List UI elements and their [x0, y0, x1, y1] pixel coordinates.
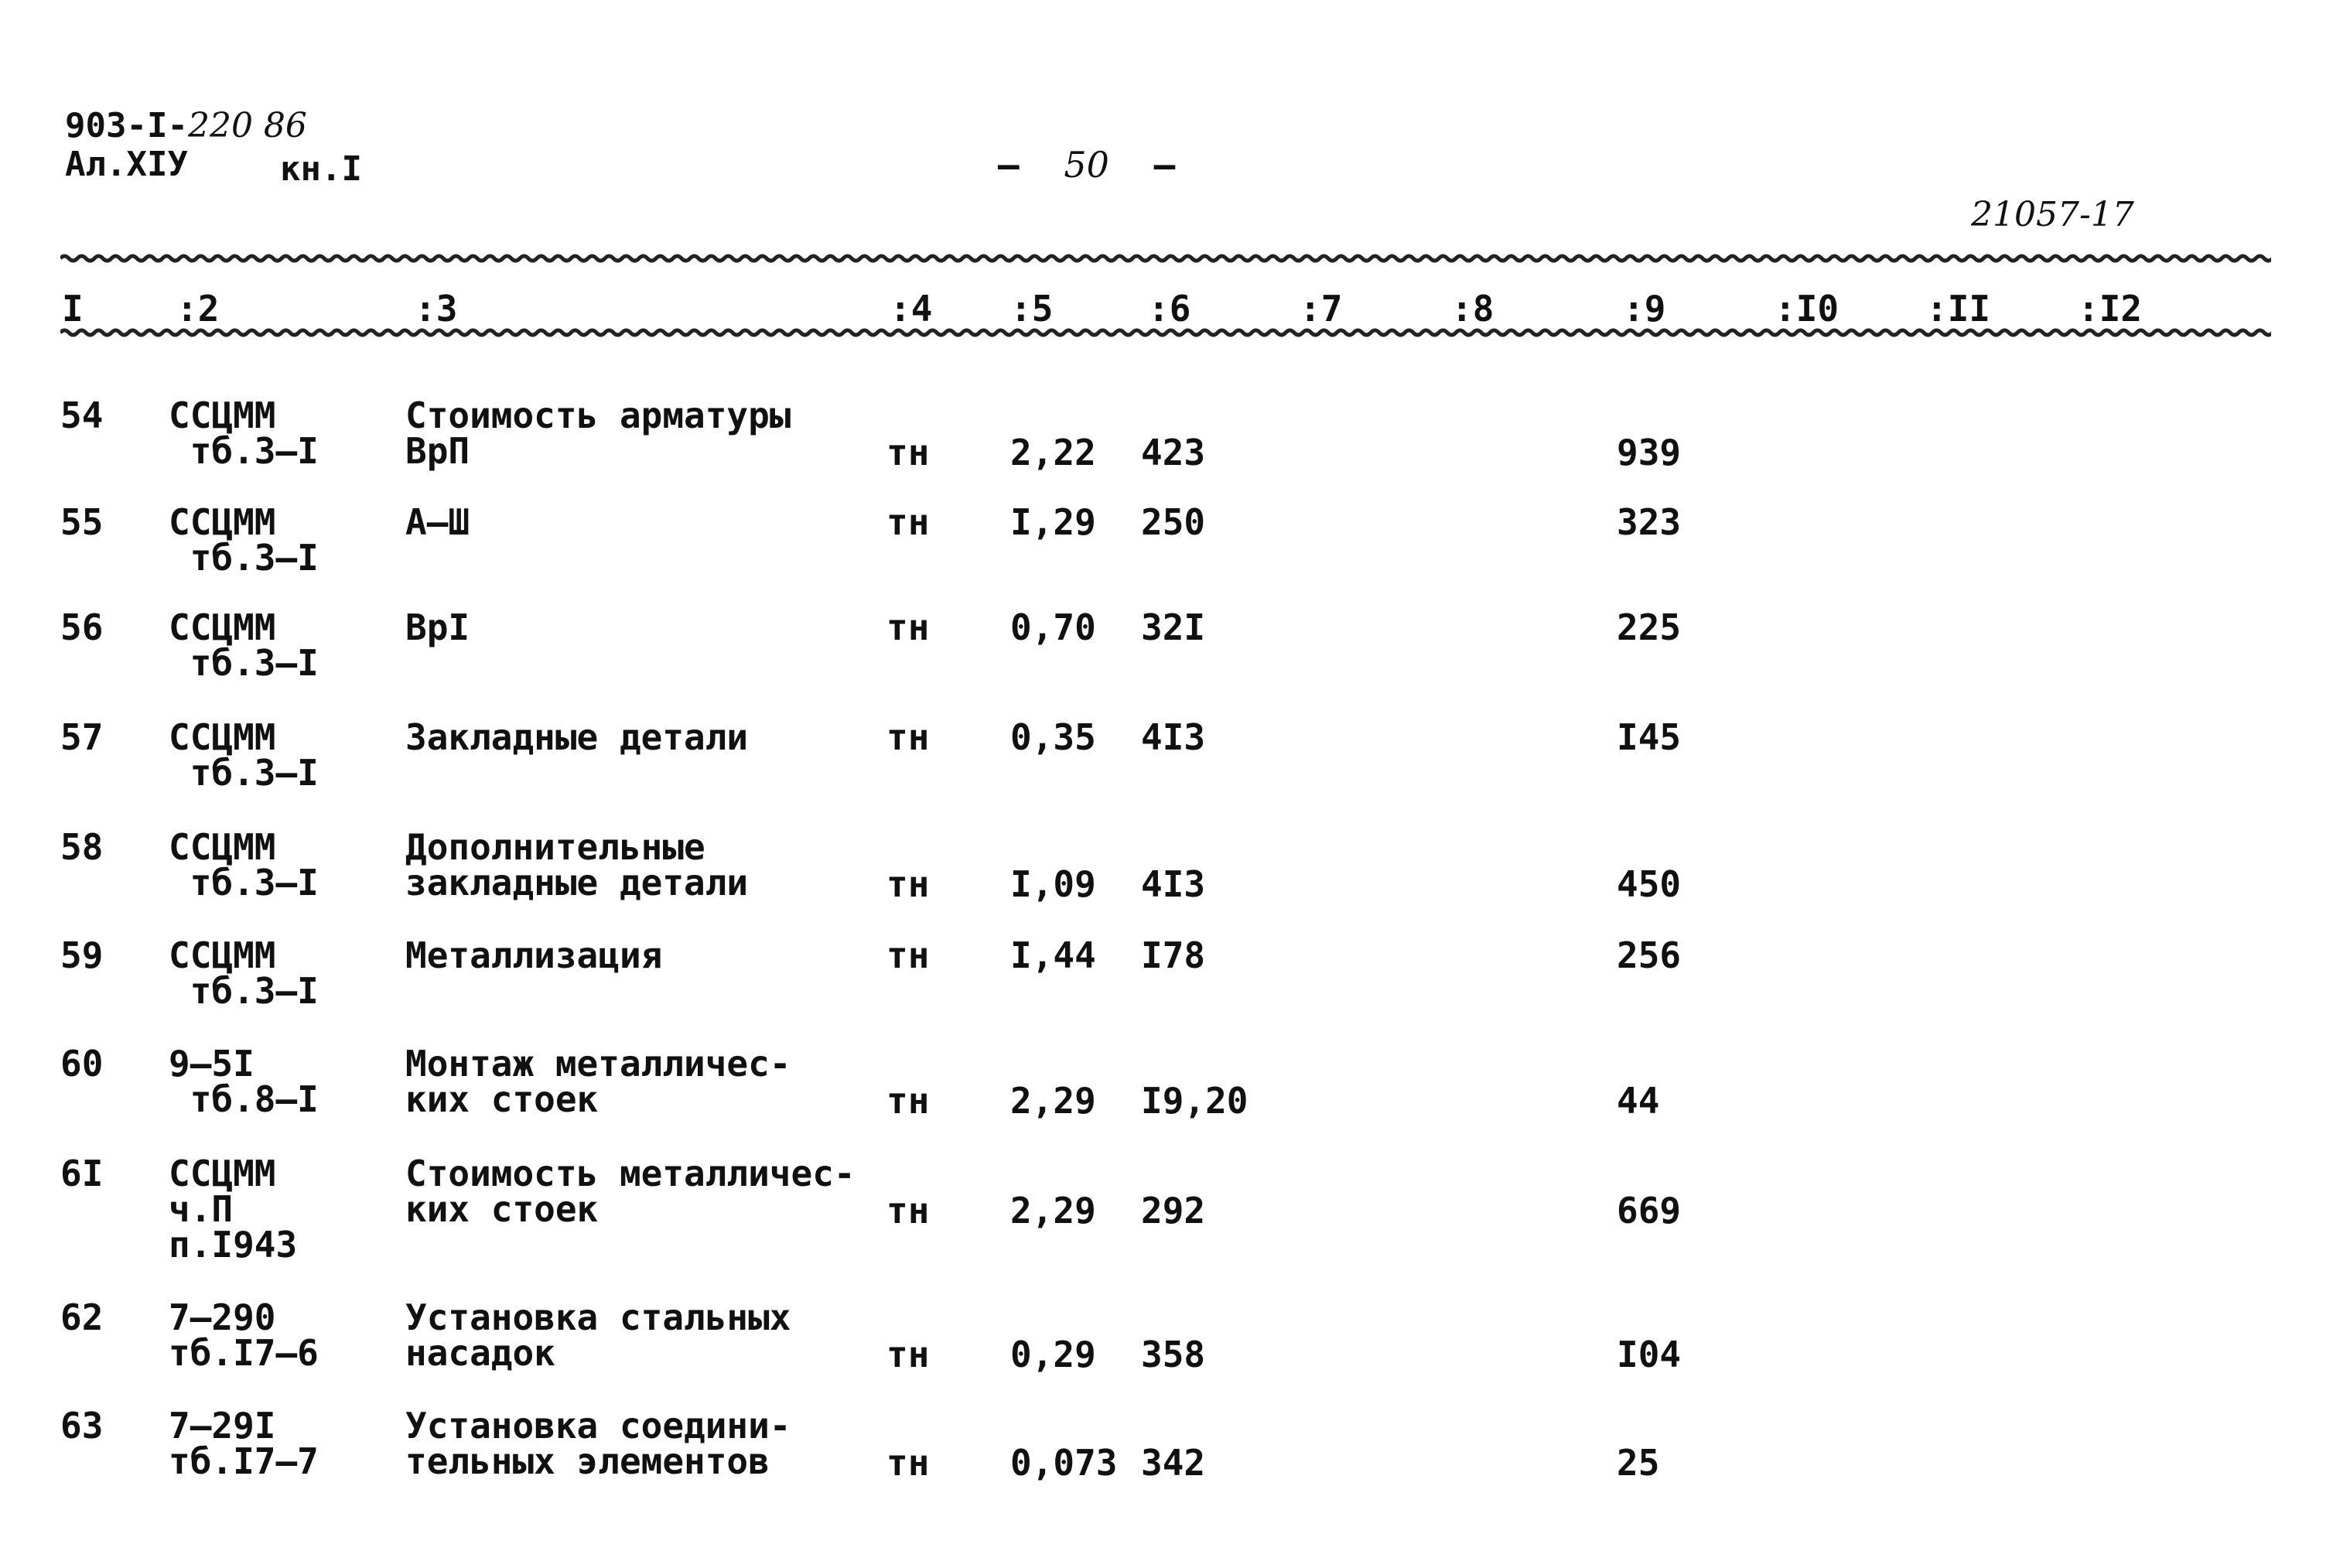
total-cost: I04	[1617, 1334, 1682, 1375]
work-name: Стоимость металличес- ких стоек	[405, 1153, 856, 1230]
price-code: ССЦММ тб.3–I	[169, 395, 319, 472]
column-header-7: :7	[1300, 288, 1343, 330]
work-name: Закладные детали	[405, 716, 749, 758]
document-code-printed: 903-I-	[65, 106, 188, 145]
unit-price: 358	[1141, 1334, 1206, 1375]
unit: тн	[886, 1190, 930, 1232]
row-number: 59	[60, 934, 104, 976]
quantity: 0,29	[1010, 1334, 1096, 1375]
price-code: ССЦММ ч.П п.I943	[169, 1153, 298, 1266]
column-header-11: :II	[1926, 288, 1991, 330]
work-name: А–Ш	[405, 501, 470, 543]
price-code: ССЦММ тб.3–I	[169, 606, 319, 684]
unit-price: I78	[1141, 934, 1206, 976]
column-header-2: :2	[176, 288, 220, 330]
row-number: 60	[60, 1043, 104, 1085]
column-header-9: :9	[1623, 288, 1666, 330]
price-code: ССЦММ тб.3–I	[169, 934, 319, 1012]
quantity: I,09	[1010, 863, 1096, 905]
page-number	[998, 144, 1175, 186]
price-code: ССЦММ тб.3–I	[169, 501, 319, 579]
unit-price: 4I3	[1141, 863, 1206, 905]
quantity: 0,073	[1010, 1442, 1118, 1484]
quantity: 0,70	[1010, 606, 1096, 648]
page-dash-right: –	[1153, 144, 1176, 186]
column-header-10: :I0	[1775, 288, 1839, 330]
row-number: 6I	[60, 1153, 104, 1194]
album-label: Ал.XIУ	[65, 145, 188, 184]
unit: тн	[886, 606, 930, 648]
row-number: 56	[60, 606, 104, 648]
unit: тн	[886, 934, 930, 976]
work-name: ВрI	[405, 606, 470, 648]
quantity: 2,22	[1010, 432, 1096, 473]
unit-price: 4I3	[1141, 716, 1206, 758]
price-code: ССЦММ тб.3–I	[169, 716, 319, 794]
unit: тн	[886, 716, 930, 758]
total-cost: 256	[1617, 934, 1682, 976]
quantity: 0,35	[1010, 716, 1096, 758]
row-number: 62	[60, 1296, 104, 1338]
work-name: Монтаж металличес- ких стоек	[405, 1043, 791, 1120]
quantity: 2,29	[1010, 1190, 1096, 1232]
price-code: 7–290 тб.I7–6	[169, 1296, 319, 1374]
unit-price: I9,20	[1141, 1080, 1248, 1122]
unit: тн	[886, 1334, 930, 1375]
page-number-value: 50	[1064, 144, 1109, 186]
unit-price: 250	[1141, 501, 1206, 543]
unit: тн	[886, 1442, 930, 1484]
row-number: 63	[60, 1405, 104, 1447]
total-cost: 25	[1617, 1442, 1660, 1484]
total-cost: 450	[1617, 863, 1682, 905]
total-cost: 323	[1617, 501, 1682, 543]
unit: тн	[886, 1080, 930, 1122]
work-name: Стоимость арматуры ВрП	[405, 395, 791, 472]
book-label: кн.I	[280, 149, 362, 189]
column-header-3: :3	[415, 288, 458, 330]
header-wavy-rule	[60, 323, 2271, 342]
row-number: 58	[60, 826, 104, 868]
column-header-8: :8	[1451, 288, 1494, 330]
document-code-handwritten: 220 86	[187, 106, 307, 145]
total-cost: 939	[1617, 432, 1682, 473]
work-name: Металлизация	[405, 934, 663, 976]
quantity: I,29	[1010, 501, 1096, 543]
unit-price: 423	[1141, 432, 1206, 473]
archive-number: 21057-17	[1971, 195, 2134, 234]
column-header-12: :I2	[2078, 288, 2143, 330]
unit-price: 292	[1141, 1190, 1206, 1232]
document-code	[65, 108, 307, 144]
work-name: Установка соедини- тельных элементов	[405, 1405, 791, 1482]
page-dash-left: –	[998, 144, 1020, 186]
total-cost: 225	[1617, 606, 1682, 648]
quantity: 2,29	[1010, 1080, 1096, 1122]
total-cost: I45	[1617, 716, 1682, 758]
total-cost: 44	[1617, 1080, 1660, 1122]
unit: тн	[886, 863, 930, 905]
row-number: 54	[60, 395, 104, 436]
column-header-1: I	[62, 288, 84, 330]
price-code: 9–5I тб.8–I	[169, 1043, 319, 1120]
price-code: ССЦММ тб.3–I	[169, 826, 319, 904]
price-code: 7–29I тб.I7–7	[169, 1405, 319, 1482]
unit: тн	[886, 501, 930, 543]
unit-price: 32I	[1141, 606, 1206, 648]
top-wavy-rule	[60, 249, 2271, 268]
row-number: 55	[60, 501, 104, 543]
column-header-4: :4	[890, 288, 933, 330]
quantity: I,44	[1010, 934, 1096, 976]
work-name: Установка стальных насадок	[405, 1296, 791, 1374]
total-cost: 669	[1617, 1190, 1682, 1232]
column-header-6: :6	[1148, 288, 1191, 330]
unit: тн	[886, 432, 930, 473]
work-name: Дополнительные закладные детали	[405, 826, 749, 904]
row-number: 57	[60, 716, 104, 758]
column-header-5: :5	[1010, 288, 1054, 330]
unit-price: 342	[1141, 1442, 1206, 1484]
